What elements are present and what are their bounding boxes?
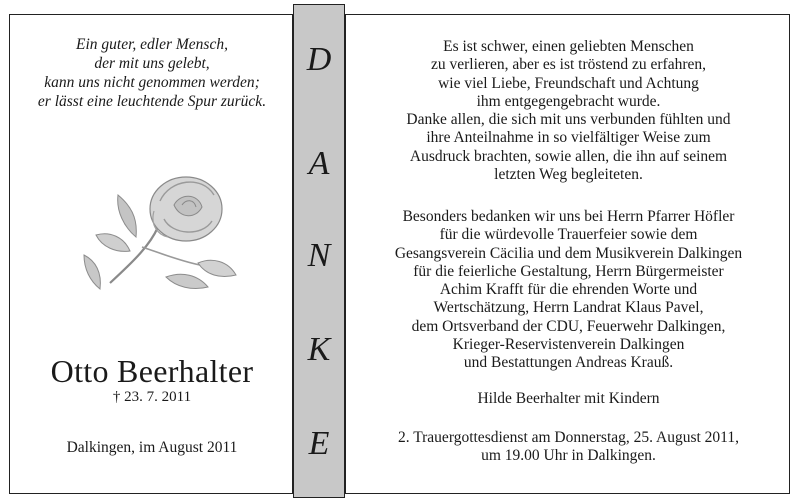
text-line: für die feierliche Gestaltung, Herrn Bürgermeister xyxy=(413,262,724,280)
left-panel xyxy=(9,14,293,494)
deceased-name: Otto Beerhalter xyxy=(50,353,254,389)
text-line: und Bestattungen Andreas Krauß. xyxy=(463,354,674,372)
acknowledgements-paragraph xyxy=(346,208,791,373)
text-line: Es ist schwer, einen geliebten Menschen xyxy=(443,38,694,55)
band-letter: D xyxy=(306,41,332,78)
text-line: um 19.00 Uhr in Dalkingen. xyxy=(481,447,656,465)
quote-line: kann uns nicht genommen werden; xyxy=(44,74,260,91)
thanks-paragraph xyxy=(346,38,791,184)
signature: Hilde Beerhalter mit Kindern xyxy=(477,390,660,407)
text-line: ihre Anteilnahme in so vielfältiger Weise zum xyxy=(426,129,711,147)
text-line: Achim Krafft für die ehrenden Worte und xyxy=(439,281,698,299)
memorial-quote xyxy=(10,35,294,111)
danke-band xyxy=(293,4,345,498)
right-panel xyxy=(345,14,790,494)
quote-line: Ein guter, edler Mensch, xyxy=(76,36,228,53)
text-line: ihm entgegengebracht wurde. xyxy=(476,92,661,110)
text-line: Wertschätzung, Herrn Landrat Klaus Pavel, xyxy=(433,299,704,317)
band-letter: N xyxy=(307,237,331,274)
place-and-date: Dalkingen, im August 2011 xyxy=(66,439,238,456)
text-line: 2. Trauergottesdienst am Donnerstag, 25. August 2011, xyxy=(398,429,739,446)
band-letter: E xyxy=(308,425,330,462)
text-line: dem Ortsverband der CDU, Feuerwehr Dalkingen, xyxy=(411,317,726,335)
text-line: wie viel Liebe, Freundschaft und Achtung xyxy=(438,74,699,92)
text-line: für die würdevolle Trauerfeier sowie dem xyxy=(439,226,698,244)
text-line: Gesangsverein Cäcilia und dem Musikverein Dalkingen xyxy=(394,244,743,262)
text-line: zu verlieren, aber es ist tröstend zu erfahren, xyxy=(431,56,706,74)
band-letter: K xyxy=(307,331,331,368)
text-line: Danke allen, die sich mit uns verbunden fühlten und xyxy=(406,111,731,129)
quote-line: er lässt eine leuchtende Spur zurück. xyxy=(37,93,267,110)
text-line: Krieger-Reservistenverein Dalkingen xyxy=(452,336,685,354)
text-line: letzten Weg begleiteten. xyxy=(494,166,643,184)
service-notice xyxy=(346,429,791,466)
text-line: Besonders bedanken wir uns bei Herrn Pfarrer Höfler xyxy=(402,208,735,225)
band-letter: A xyxy=(308,145,330,182)
text-line: Ausdruck brachten, sowie allen, die ihn auf seinem xyxy=(409,147,728,165)
rose-icon xyxy=(80,165,260,305)
death-date: † 23. 7. 2011 xyxy=(112,389,192,405)
quote-line: der mit uns gelebt, xyxy=(94,55,210,72)
